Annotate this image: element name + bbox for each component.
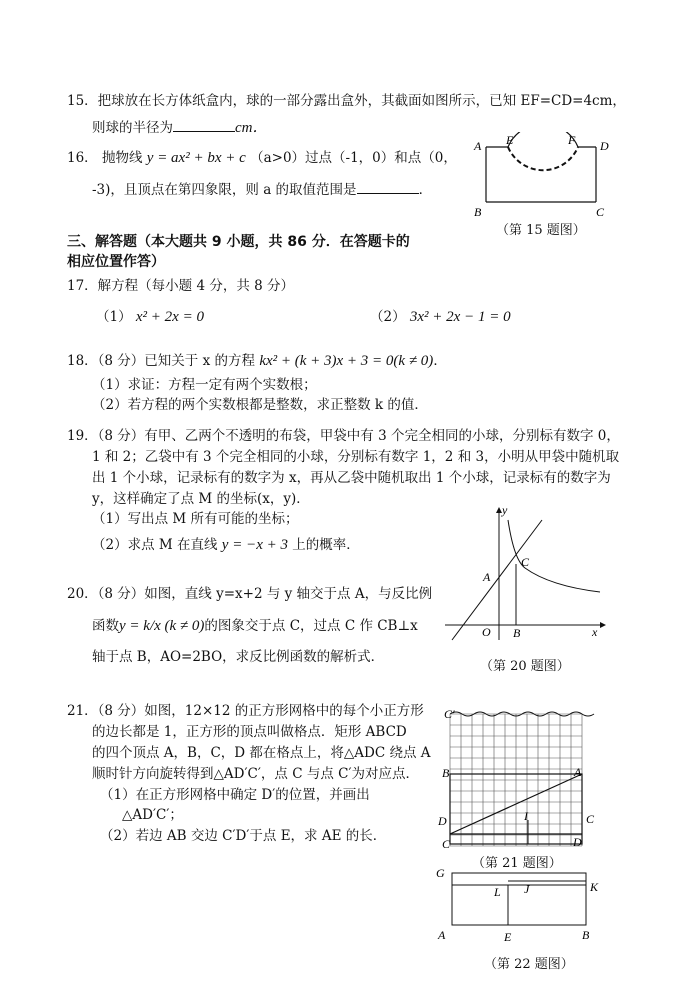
q21-line1: 21．（8 分）如图，12×12 的正方形网格中的每个小正方形 <box>67 703 424 719</box>
q19-line2: 1 和 2；乙袋中有 3 个完全相同的小球，分别标有数字 1，2 和 3，小明从甲袋中随机取 <box>92 449 620 465</box>
q18-line1-pre: 18．（8 分）已知关于 x 的方程 <box>67 353 256 369</box>
q17-part1-label: （1） <box>96 309 132 325</box>
fig22-label-g: G <box>436 866 445 880</box>
q19-line3: 出 1 个小球，记录标有的数字为 x，再从乙袋中随机取出 1 个小球，记录标有的数字为 <box>92 470 611 486</box>
q21-line4: 顺时针方向旋转得到△AD′C′，点 C 与点 C′为对应点． <box>92 766 420 782</box>
q16-formula: y = ax² + bx + c <box>146 150 246 166</box>
q16-line2-pre: -3)，且顶点在第四象限，则 a 的取值范围是 <box>92 182 357 198</box>
q17-part1-equation: x² + 2x = 0 <box>135 309 204 325</box>
fig15-label-c: C <box>596 205 605 219</box>
q15-line2-pre: 则球的半径为 <box>92 120 173 136</box>
fig15-label-b: B <box>474 205 482 219</box>
q19-part2-post: 上的概率． <box>292 537 360 553</box>
q17-part1 <box>96 308 204 326</box>
fig22-label-e: E <box>504 930 512 944</box>
fig21-label-b: B <box>442 766 450 780</box>
q16-line2 <box>92 181 432 199</box>
fig21-label-i: I <box>524 809 528 823</box>
fig15-label-f: F <box>568 133 576 147</box>
q20-line2-post: 的图象交于点 C，过点 C 作 CB⊥x <box>204 618 418 634</box>
fig21-label-c-prime: C′ <box>444 707 455 721</box>
figure-20 <box>440 500 615 645</box>
figure-22 <box>436 855 606 950</box>
q20-line2-pre: 函数 <box>92 618 119 634</box>
fig20-label-b: B <box>513 626 521 640</box>
q18-line1 <box>67 352 447 370</box>
fig20-label-c: C <box>521 555 530 569</box>
q19-part2-pre: （2）求点 M 在直线 <box>92 537 218 553</box>
q19-line1: 19．（8 分）有甲、乙两个不透明的布袋，甲袋中有 3 个完全相同的小球，分别标有数字 0， <box>67 428 620 444</box>
q19-part2 <box>92 536 360 554</box>
fig15-caption: （第 15 题图） <box>496 223 586 238</box>
fig21-label-d-bottom: D <box>573 835 582 849</box>
fig21-label-c-left: C <box>442 837 451 851</box>
fig22-label-b: B <box>582 928 590 942</box>
q20-line2 <box>92 617 418 635</box>
fig21-label-d: D <box>438 814 447 828</box>
q21-line2: 的边长都是 1，正方形的顶点叫做格点．矩形 ABCD <box>92 724 407 740</box>
figure-21 <box>436 700 606 860</box>
q21-line3: 的四个顶点 A，B，C，D 都在格点上，将△ADC 绕点 A <box>92 745 431 761</box>
q15-line1: 15．把球放在长方体纸盒内，球的一部分露出盒外，其截面如图所示，已知 EF=CD=4cm， <box>67 93 626 109</box>
fig21-label-a: A <box>574 765 582 779</box>
figure-15 <box>468 132 618 232</box>
fig21-caption: （第 21 题图） <box>472 856 562 871</box>
fig22-label-l: L <box>494 885 501 899</box>
q17-title: 17．解方程（每小题 4 分，共 8 分） <box>67 278 295 294</box>
fig15-label-e: E <box>506 133 514 147</box>
q20-line3: 轴于点 B，AO=2BO，求反比例函数的解析式． <box>92 649 385 665</box>
fig20-label-o: O <box>482 625 491 639</box>
q16-line1 <box>67 149 457 167</box>
q19-line4: y，这样确定了点 M 的坐标(x，y)． <box>92 491 310 507</box>
q21-part1-line1: （1）在正方形网格中确定 D′的位置，并画出 <box>100 787 370 803</box>
fig22-label-a: A <box>438 928 446 942</box>
fig15-label-a: A <box>474 139 482 153</box>
q17-part2 <box>370 308 511 326</box>
q18-part1: （1）求证：方程一定有两个实数根； <box>92 377 317 393</box>
q17-part2-label: （2） <box>370 309 406 325</box>
fig21-label-c-right: C <box>586 812 595 826</box>
q15-line2-unit: cm． <box>235 120 268 136</box>
q18-equation: kx² + (k + 3)x + 3 = 0(k ≠ 0) <box>259 353 434 369</box>
q21-part1-line2: △AD′C′； <box>122 807 183 823</box>
q16-answer-blank <box>357 181 419 194</box>
q19-part1: （1）写出点 M 所有可能的坐标； <box>92 511 299 527</box>
q19-part2-equation: y = −x + 3 <box>221 537 288 553</box>
q18-line1-post: ． <box>433 353 447 369</box>
q18-part2: （2）若方程的两个实数根都是整数，求正整数 k 的值． <box>92 397 428 413</box>
section3-heading-line2: 相应位置作答） <box>67 254 165 270</box>
fig20-label-a: A <box>483 570 491 584</box>
q15-line2 <box>92 119 268 137</box>
fig20-caption: （第 20 题图） <box>480 659 570 674</box>
q16-line1-pre: 16． 抛物线 <box>67 150 143 166</box>
q20-line1: 20．（8 分）如图，直线 y=x+2 与 y 轴交于点 A，与反比例 <box>67 586 433 602</box>
q16-line1-post: （a>0）过点（-1，0）和点（0， <box>250 150 457 166</box>
fig22-label-j: J <box>524 882 530 896</box>
fig20-label-x: x <box>592 625 598 639</box>
q16-line2-post: ． <box>418 182 433 198</box>
fig22-label-k: K <box>590 880 599 894</box>
q17-part2-equation: 3x² + 2x − 1 = 0 <box>409 309 511 325</box>
section3-heading-line1: 三、解答题（本大题共 9 小题，共 86 分．在答题卡的 <box>67 234 410 250</box>
fig20-label-y: y <box>502 503 508 517</box>
fig15-label-d: D <box>600 139 609 153</box>
q15-answer-blank <box>173 119 235 132</box>
q21-part2: （2）若边 AB 交边 C′D′于点 E，求 AE 的长． <box>100 828 387 844</box>
q20-function: y = k/x (k ≠ 0) <box>119 618 205 634</box>
fig22-caption: （第 22 题图） <box>484 957 574 972</box>
